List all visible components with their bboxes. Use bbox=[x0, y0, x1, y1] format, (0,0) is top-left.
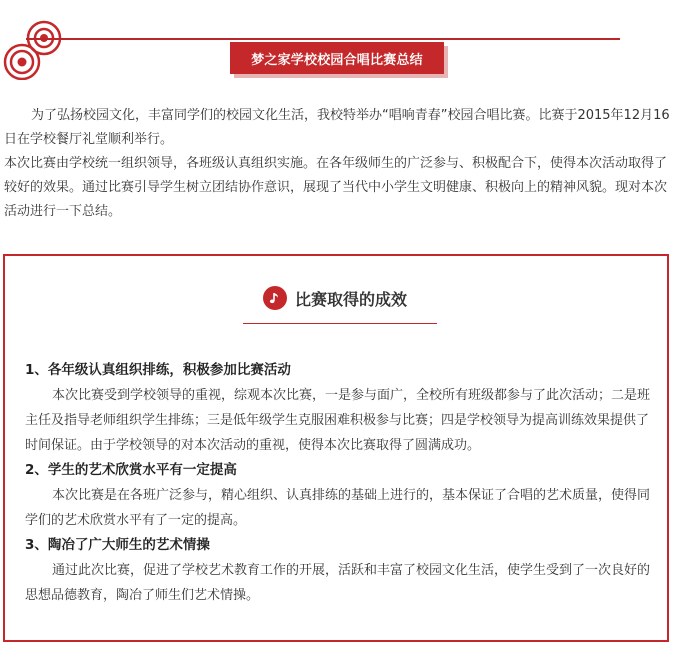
section-underline bbox=[243, 323, 437, 324]
header bbox=[0, 0, 676, 90]
achievement-title: 1、各年级认真组织排练，积极参加比赛活动 bbox=[25, 362, 291, 378]
section-title: 比赛取得的成效 bbox=[295, 289, 408, 309]
achievement-text: 本次比赛是在各班广泛参与，精心组织、认真排练的基础上进行的，基本保证了合唱的艺术质量，使得同学们的艺术欣赏水平有了一定的提高。 bbox=[25, 488, 651, 528]
achievement-text: 通过此次比赛，促进了学校艺术教育工作的开展，活跃和丰富了校园文化生活，使学生受到了一次良好的思想品德教育，陶冶了师生们艺术情操。 bbox=[25, 563, 651, 603]
intro-paragraph-1: 为了弘扬校园文化，丰富同学们的校园文化生活，我校特举办“唱响青春”校园合唱比赛。比赛于2015年12月16日在学校餐厅礼堂顺利举行。 bbox=[4, 108, 670, 147]
intro-paragraph-2: 本次比赛由学校统一组织领导，各班级认真组织实施。在各年级师生的广泛参与、积极配合下，使得本次活动取得了较好的效果。通过比赛引导学生树立团结协作意识，展现了当代中小学生文明健康、积极向上的精神风貌。现对本次活动进行一下总结。 bbox=[4, 156, 668, 219]
achievement-text: 本次比赛受到学校领导的重视，综观本次比赛，一是参与面广，全校所有班级都参与了此次活动；二是班主任及指导老师组织学生排练；三是低年级学生克服困难积极参与比赛；四是学校领导为提高训练效果提供了时间保证。由于学校领导的对本次活动的重视，使得本次比赛取得了圆满成功。 bbox=[25, 388, 651, 453]
achievements-box bbox=[3, 254, 669, 642]
intro-section bbox=[4, 104, 670, 224]
title-divider bbox=[26, 38, 620, 40]
music-note-icon bbox=[263, 286, 287, 310]
page-title: 梦之家学校校园合唱比赛总结 bbox=[230, 42, 444, 74]
concentric-circles-logo-icon bbox=[2, 14, 66, 80]
achievements-list bbox=[25, 358, 655, 608]
section-heading bbox=[263, 286, 407, 310]
achievement-title: 3、陶冶了广大师生的艺术情操 bbox=[25, 537, 210, 553]
achievement-title: 2、学生的艺术欣赏水平有一定提高 bbox=[25, 462, 237, 478]
